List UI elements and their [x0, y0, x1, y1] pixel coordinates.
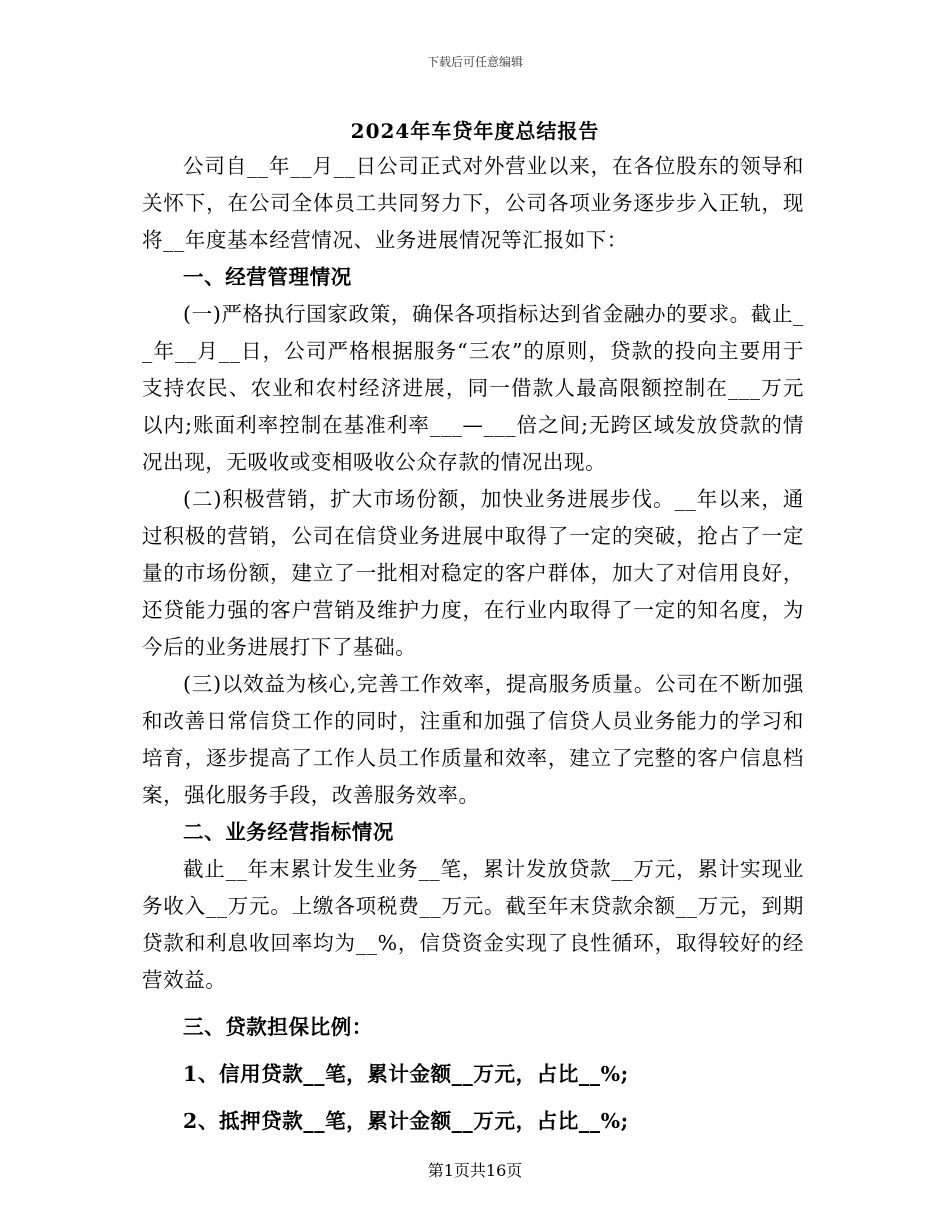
document-body — [142, 148, 804, 1140]
section-1-paragraph-2: (二)积极营销，扩大市场份额，加快业务进展步伐。__年以来，通过积极的营销，公司在信贷业务进展中取得了一定的突破，抢占了一定量的市场份额，建立了一批相对稳定的客户群体，加大了对信用良好，还贷能力强的客户营销及维护力度，在行业内取得了一定的知名度，为今后的业务进展打下了基础。 — [142, 487, 804, 659]
spacer — [142, 1046, 804, 1056]
header-note: 下载后可任意编辑 — [426, 55, 523, 69]
spacer — [142, 999, 804, 1009]
section-3-item-1: 1、信用贷款__笔，累计金额__万元，占比__%; — [183, 1062, 629, 1086]
section-3-item-2: 2、抵押贷款__笔，累计金额__万元，占比__%; — [183, 1109, 629, 1133]
section-1-paragraph-3: (三)以效益为核心,完善工作效率，提高服务质量。公司在不断加强和改善日常信贷工作的同时，注重和加强了信贷人员业务能力的学习和培育，逐步提高了工作人员工作质量和效率，建立了完整的客户信息档案，强化服务手段，改善服务效率。 — [142, 672, 804, 807]
section-2-paragraph-1: 截止__年末累计发生业务__笔，累计发放贷款__万元，累计实现业务收入__万元。上缴各项税费__万元。截至年末贷款余额__万元，到期贷款和利息收回率均为__%，信贷资金实现了良性循环，取得较好的经营效益。 — [142, 857, 804, 992]
section-1-paragraph-1: (一)严格执行国家政策，确保各项指标达到省金融办的要求。截止__年__月__日，公司严格根据服务“三农”的原则，贷款的投向主要用于支持农民、农业和农村经济进展，同一借款人最高限额控制在___万元以内;账面利率控制在基准利率___—___倍之间;无跨区域发放贷款的情况出现，无吸收或变相吸收公众存款的情况出现。 — [142, 302, 804, 474]
section-1-heading: 一、经营管理情况 — [183, 265, 352, 289]
document-title: 2024年车贷年度总结报告 — [350, 119, 600, 143]
page-number: 第1页共16页 — [427, 1161, 523, 1180]
section-3-heading: 三、贷款担保比例： — [183, 1015, 373, 1039]
spacer — [142, 1093, 804, 1103]
intro-paragraph: 公司自__年__月__日公司正式对外营业以来，在各位股东的领导和关怀下，在公司全体员工共同努力下，公司各项业务逐步步入正轨，现将__年度基本经营情况、业务进展情况等汇报如下： — [142, 154, 804, 252]
section-2-heading: 二、业务经营指标情况 — [183, 820, 394, 844]
